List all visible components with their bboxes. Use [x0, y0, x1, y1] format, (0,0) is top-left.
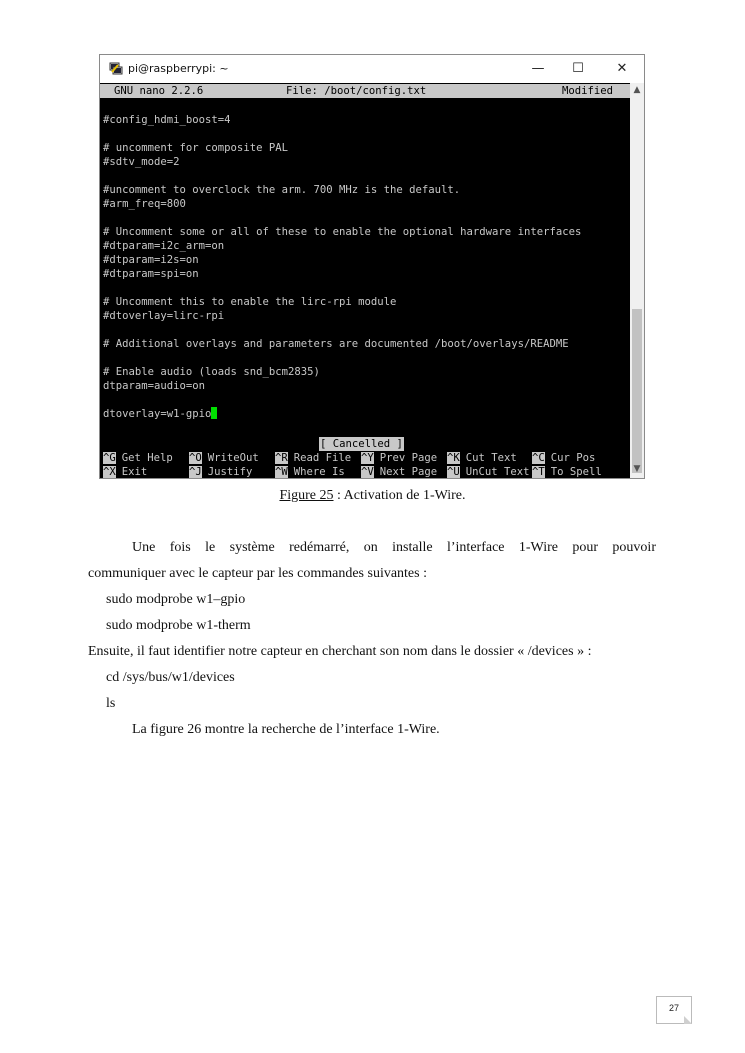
editor-line [103, 183, 460, 197]
shortcut-item [361, 451, 437, 465]
shortcut-key: ^U [447, 466, 460, 478]
shortcut-key: ^R [275, 452, 288, 464]
shortcut-label: Read File [293, 452, 352, 464]
editor-line-text: dtparam=audio=on [103, 380, 206, 392]
shortcut-key: ^K [447, 452, 460, 464]
putty-window [99, 54, 645, 479]
shortcut-label: Cur Pos [550, 452, 596, 464]
page-fold-icon [684, 1016, 692, 1024]
nano-status: [ Cancelled ] [320, 438, 403, 450]
close-button[interactable]: ✕ [616, 61, 628, 76]
nano-modified: Modified [562, 85, 614, 97]
nano-version: GNU nano 2.2.6 [114, 85, 204, 97]
shortcut-label: Prev Page [379, 452, 438, 464]
editor-line-text: #dtparam=i2s=on [103, 254, 199, 266]
editor-line-text: #arm_freq=800 [103, 198, 186, 210]
editor-line [103, 365, 320, 379]
command-cd: cd /sys/bus/w1/devices [106, 670, 235, 685]
shortcut-label: Justify [207, 466, 253, 478]
shortcut-item [275, 451, 351, 465]
minimize-button[interactable]: — [531, 61, 545, 76]
nano-filename: File: /boot/config.txt [286, 85, 427, 97]
shortcut-item [189, 465, 252, 479]
shortcut-item [361, 465, 437, 479]
shortcut-key: ^Y [361, 452, 374, 464]
editor-line [103, 379, 205, 393]
command-modprobe-gpio: sudo modprobe w1–gpio [106, 592, 246, 607]
shortcut-label: Get Help [121, 452, 173, 464]
editor-line [103, 267, 199, 281]
page-number-text: 27 [668, 1003, 679, 1013]
putty-icon [109, 62, 123, 75]
terminal-area[interactable] [100, 83, 630, 478]
window-title: pi@raspberrypi: ~ [128, 62, 229, 75]
shortcut-item [103, 451, 173, 465]
shortcut-label: Cut Text [465, 452, 517, 464]
maximize-button[interactable]: ☐ [572, 61, 584, 76]
shortcut-key: ^J [189, 466, 202, 478]
editor-line [103, 337, 569, 351]
paragraph-3: La figure 26 montre la recherche de l’interface 1-Wire. [132, 722, 440, 737]
editor-line-text: #config_hdmi_boost=4 [103, 114, 231, 126]
text-cursor [211, 407, 217, 419]
shortcut-item [189, 451, 259, 465]
shortcut-item [532, 465, 602, 479]
editor-line-text: dtoverlay=w1-gpio [103, 408, 212, 420]
command-ls: ls [106, 696, 116, 711]
shortcut-item [275, 465, 345, 479]
figure-caption [0, 488, 745, 504]
shortcut-key: ^X [103, 466, 116, 478]
editor-line [103, 253, 199, 267]
shortcut-key: ^V [361, 466, 374, 478]
editor-line [103, 155, 180, 169]
editor-line [103, 295, 396, 309]
shortcut-label: WriteOut [207, 452, 259, 464]
scroll-down-icon[interactable]: ▼ [633, 464, 641, 474]
editor-line [103, 141, 288, 155]
shortcut-label: Next Page [379, 466, 438, 478]
shortcut-label: Exit [121, 466, 148, 478]
shortcut-key: ^O [189, 452, 202, 464]
editor-line-text: #dtparam=i2c_arm=on [103, 240, 225, 252]
shortcut-key: ^G [103, 452, 116, 464]
shortcut-item [532, 451, 595, 465]
editor-line [103, 309, 224, 323]
shortcut-item [447, 451, 517, 465]
scrollbar[interactable] [630, 83, 644, 478]
editor-line [103, 407, 217, 421]
editor-line-text: #uncomment to overclock the arm. 700 MHz is the default. [103, 184, 461, 196]
editor-line [103, 225, 581, 239]
editor-line [103, 113, 231, 127]
paragraph-1-line-1: Une fois le système redémarré, on installe l’interface 1-Wire pour pouvoir [132, 540, 656, 555]
editor-line-text: # Enable audio (loads snd_bcm2835) [103, 366, 320, 378]
editor-line [103, 239, 224, 253]
paragraph-1-line-2: communiquer avec le capteur par les commandes suivantes : [88, 566, 427, 581]
editor-line-text: # uncomment for composite PAL [103, 142, 288, 154]
window-titlebar[interactable] [100, 55, 644, 83]
editor-line-text: # Uncomment some or all of these to enable the optional hardware interfaces [103, 226, 582, 238]
command-modprobe-therm: sudo modprobe w1-therm [106, 618, 251, 633]
editor-line [103, 197, 186, 211]
figure-caption-text: : Activation de 1-Wire. [333, 488, 466, 503]
page-number [656, 996, 692, 1024]
shortcut-item [103, 465, 147, 479]
shortcut-item [447, 465, 530, 479]
shortcut-label: Where Is [293, 466, 345, 478]
scroll-up-icon[interactable]: ▲ [633, 85, 641, 95]
editor-line-text: # Uncomment this to enable the lirc-rpi module [103, 296, 397, 308]
editor-line-text: #dtparam=spi=on [103, 268, 199, 280]
figure-label: Figure 25 [279, 488, 334, 503]
shortcut-label: To Spell [550, 466, 602, 478]
editor-line-text: #dtoverlay=lirc-rpi [103, 310, 225, 322]
paragraph-2: Ensuite, il faut identifier notre capteur en cherchant son nom dans le dossier « /devices » : [88, 644, 592, 659]
shortcut-key: ^W [275, 466, 288, 478]
shortcut-key: ^T [532, 466, 545, 478]
editor-line-text: # Additional overlays and parameters are documented /boot/overlays/README [103, 338, 569, 350]
shortcut-key: ^C [532, 452, 545, 464]
shortcut-label: UnCut Text [465, 466, 530, 478]
scrollbar-thumb[interactable] [632, 309, 642, 473]
nano-header [100, 84, 630, 98]
editor-line-text: #sdtv_mode=2 [103, 156, 180, 168]
